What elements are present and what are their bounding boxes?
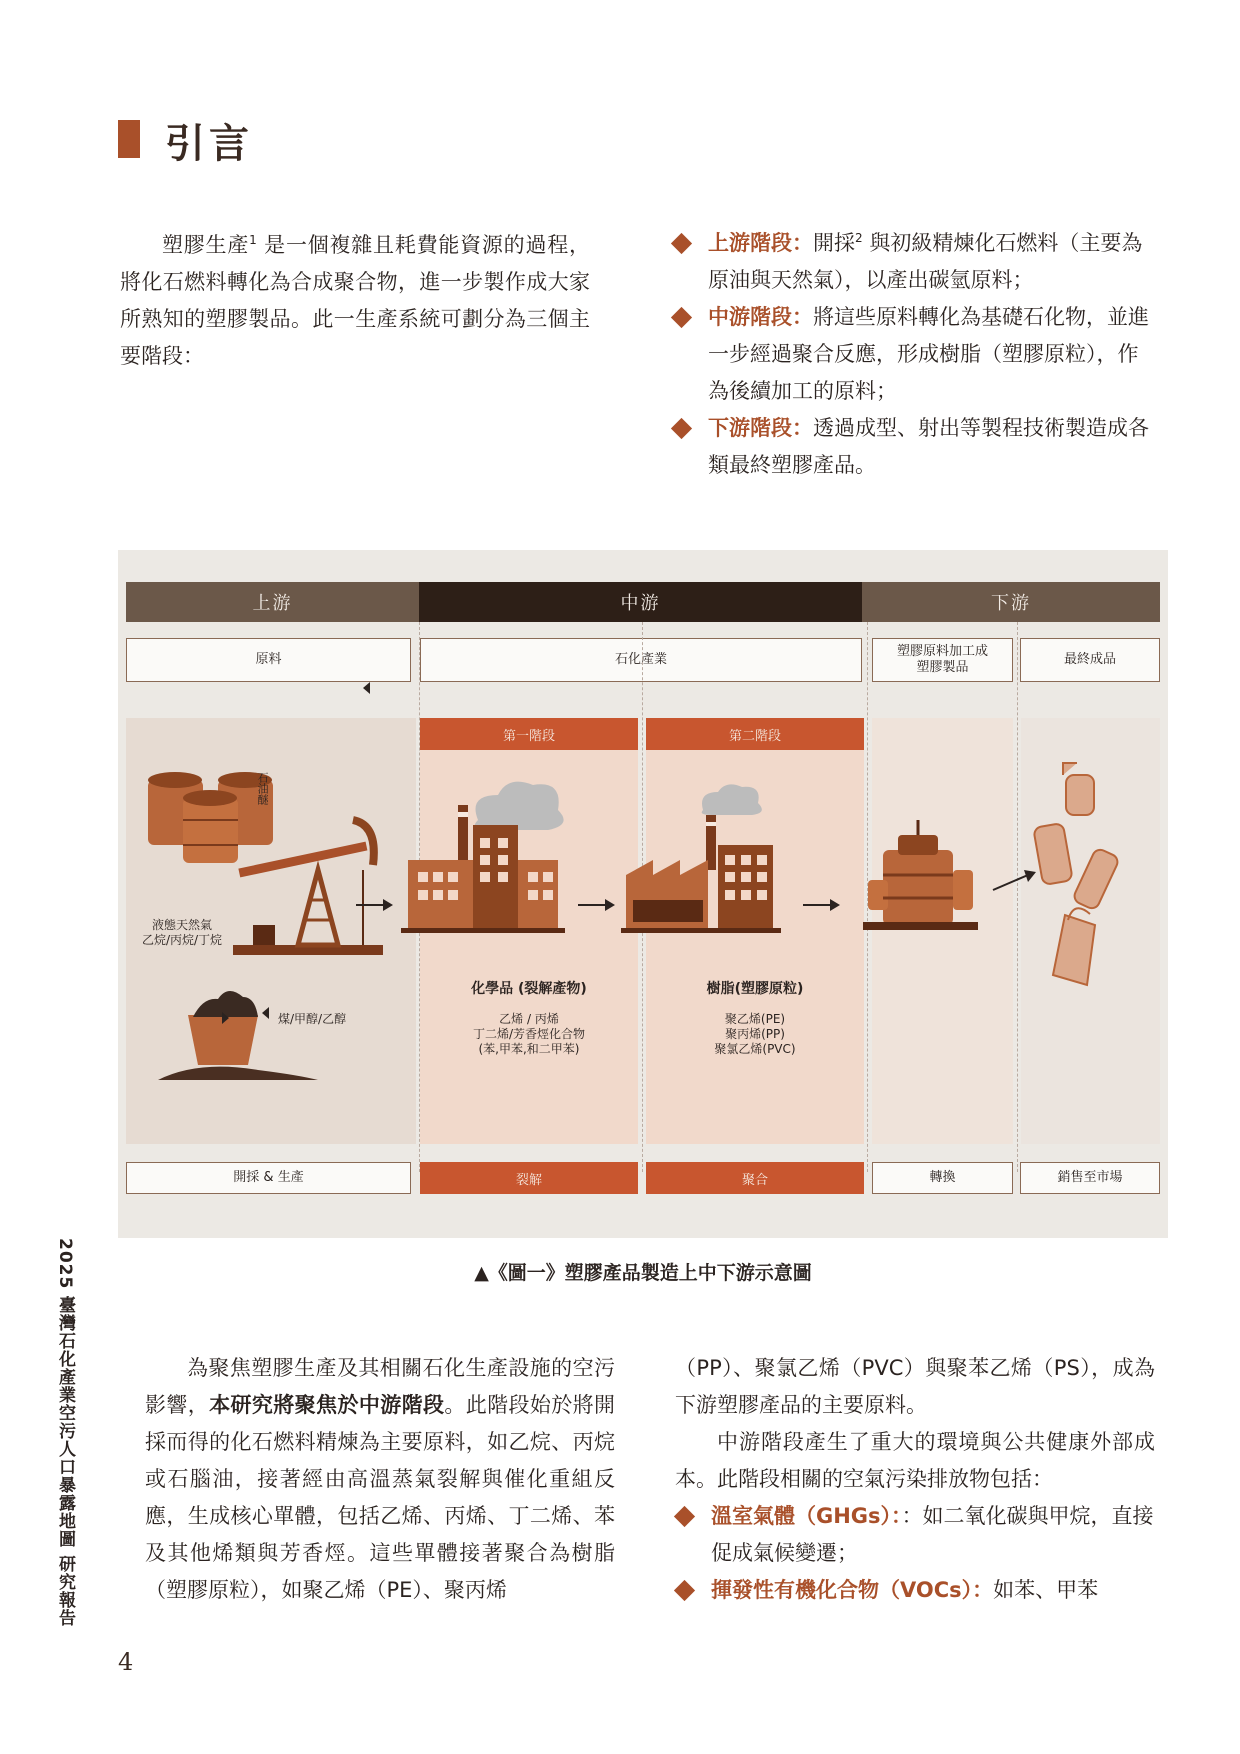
box-phase-one: 第一階段 bbox=[420, 718, 638, 750]
box-extraction: 開採 & 生產 bbox=[126, 1162, 411, 1194]
section-heading: 引言 bbox=[165, 120, 253, 167]
report-sidebar-title: 2025 臺灣石化產業空污人口暴露地圖 研究報告 bbox=[55, 1238, 75, 1628]
body-left-paragraph: 為聚焦塑膠生產及其相關石化生產設施的空污影響，本研究將聚焦於中游階段。此階段始於將開採而得的化石燃料精煉為主要原料，如乙烷、丙烷或石腦油，接著經由高溫蒸氣裂解與催化重組反應，生成核心單體，包括乙烯、丙烯、丁二烯、苯及其他烯類與芳香烴。這些單體接著聚合為樹脂（塑膠原粒），如聚乙烯（PE）、聚丙烯 bbox=[145, 1356, 616, 1602]
label-resin-items: 聚乙烯(PE) 聚丙烯(PP) 聚氯乙烯(PVC) bbox=[714, 1012, 796, 1056]
footnote-ref[interactable]: 1 bbox=[249, 233, 257, 247]
diamond-bullet-icon bbox=[674, 1506, 695, 1527]
stage-upstream: 上游階段：開採$^2$ 與初級精煉化石燃料（主要為原油與天然氣），以產出碳氫原料； bbox=[672, 225, 1152, 299]
body-right-column bbox=[675, 1350, 1155, 1609]
resin-factory-icon bbox=[621, 784, 781, 933]
plastic-value-chain-diagram bbox=[118, 550, 1168, 1238]
header-downstream: 下游 bbox=[862, 582, 1160, 622]
intro-paragraph: 塑膠生產$^1$ 是一個複雜且耗費能資源的過程，將化石燃料轉化為合成聚合物，進一步製作成大家所熟知的塑膠製品。此一生產系統可劃分為三個主要階段： bbox=[120, 233, 590, 368]
box-final-product: 最終成品 bbox=[1020, 638, 1160, 682]
factory-icon bbox=[401, 782, 565, 933]
label-gas: 液態天然氣 乙烷/丙烷/丁烷 bbox=[141, 918, 223, 947]
heading-marker bbox=[118, 120, 140, 158]
box-sales: 銷售至市場 bbox=[1020, 1162, 1160, 1194]
page-number: 4 bbox=[118, 1648, 134, 1676]
label-resin-title: 樹脂(塑膠原粒) bbox=[706, 981, 804, 997]
box-conversion: 轉換 bbox=[872, 1162, 1013, 1194]
pollutant-ghg: 溫室氣體（GHGs）：：如二氧化碳與甲烷，直接促成氣候變遷； bbox=[675, 1498, 1155, 1572]
footnote-ref[interactable]: 2 bbox=[855, 231, 863, 245]
box-polymerization: 聚合 bbox=[646, 1162, 864, 1194]
body-right-paragraph: （PP）、聚氯乙烯（PVC）與聚苯乙烯（PS），成為下游塑膠產品的主要原料。 bbox=[675, 1356, 1155, 1417]
processing-machine-icon bbox=[863, 820, 978, 930]
label-chemicals-items: 乙烯 / 丙烯 丁二烯/芳香烴化合物 (苯,甲苯,和二甲苯) bbox=[472, 1012, 586, 1056]
header-midstream: 中游 bbox=[419, 582, 862, 622]
label-chemicals-title: 化學品 (裂解產物) bbox=[471, 981, 587, 997]
stage-list bbox=[672, 225, 1152, 484]
diamond-bullet-icon bbox=[671, 233, 692, 254]
body-right-paragraph: 中游階段產生了重大的環境與公共健康外部成本。此階段相關的空氣污染排放物包括： bbox=[675, 1430, 1155, 1491]
stage-downstream: 下游階段：透過成型、射出等製程技術製造成各類最終塑膠產品。 bbox=[672, 410, 1152, 484]
pollutant-voc: 揮發性有機化合物（VOCs）：如苯、甲苯 bbox=[675, 1572, 1155, 1609]
coal-cart-icon bbox=[158, 991, 318, 1080]
box-petrochemical: 石化產業 bbox=[420, 638, 862, 682]
diamond-bullet-icon bbox=[671, 307, 692, 328]
label-oil: 石油醚 bbox=[256, 772, 269, 805]
diamond-bullet-icon bbox=[674, 1580, 695, 1601]
box-cracking: 裂解 bbox=[420, 1162, 638, 1194]
header-upstream: 上游 bbox=[126, 582, 419, 622]
box-raw-material: 原料 bbox=[126, 638, 411, 682]
stage-midstream: 中游階段：將這些原料轉化為基礎石化物，並進一步經過聚合反應，形成樹脂（塑膠原粒），作為後續加工的原料； bbox=[672, 299, 1152, 410]
diagram-illustrations bbox=[118, 550, 1168, 1238]
box-processing: 塑膠原料加工成 塑膠製品 bbox=[872, 638, 1013, 682]
diamond-bullet-icon bbox=[671, 418, 692, 439]
label-coal: 煤/甲醇/乙醇 bbox=[278, 1012, 347, 1026]
box-phase-two: 第二階段 bbox=[646, 718, 864, 750]
plastic-products-icon bbox=[1033, 763, 1120, 985]
figure-caption: ▲《圖一》塑膠產品製造上中下游示意圖 bbox=[474, 1262, 812, 1284]
pollutant-list bbox=[675, 1498, 1155, 1609]
